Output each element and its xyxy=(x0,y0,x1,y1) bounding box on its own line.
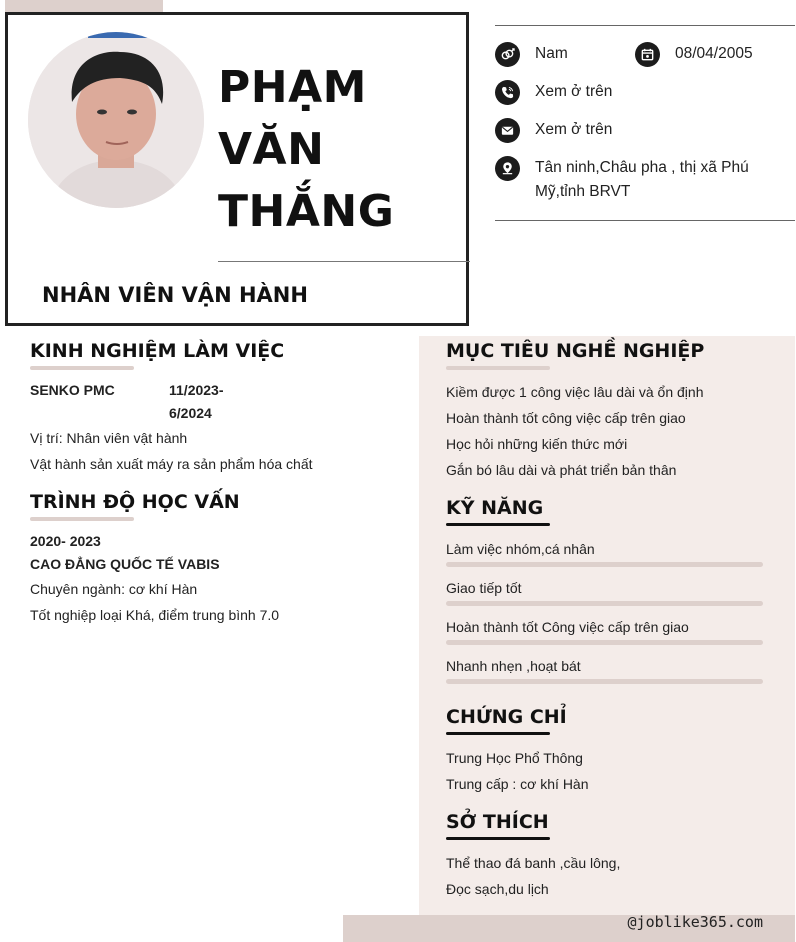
certificate-item: Trung cấp : cơ khí Hàn xyxy=(446,776,589,792)
name-divider xyxy=(218,261,470,262)
birthdate-value: 08/04/2005 xyxy=(675,45,753,62)
experience-period-start: 11/2023- xyxy=(169,382,224,398)
profile-photo xyxy=(28,32,204,208)
skill-bar xyxy=(446,601,763,606)
profile-photo-illustration xyxy=(28,32,204,208)
experience-title: KINH NGHIỆM LÀM VIỆC xyxy=(30,340,285,362)
objective-item: Gắn bó lâu dài và phát triển bản thân xyxy=(446,462,677,478)
objective-item: Học hỏi những kiến thức mới xyxy=(446,436,628,452)
name-line-1: PHẠM xyxy=(218,62,367,113)
phone-value: Xem ở trên xyxy=(535,83,613,100)
skill-bar xyxy=(446,679,763,684)
skill-item: Nhanh nhẹn ,hoạt bát xyxy=(446,658,581,674)
skill-bar xyxy=(446,640,763,645)
certificates-underline xyxy=(446,732,550,735)
name-line-3: THẮNG xyxy=(218,186,395,237)
skill-item: Hoàn thành tốt Công việc cấp trên giao xyxy=(446,619,689,635)
mail-icon xyxy=(495,118,520,143)
education-result: Tốt nghiệp loại Khá, điểm trung bình 7.0 xyxy=(30,607,280,623)
contact-gender xyxy=(495,42,568,67)
education-title: TRÌNH ĐỘ HỌC VẤN xyxy=(30,491,240,513)
address-value: Tân ninh,Châu pha , thị xã Phú Mỹ,tỉnh BRVT xyxy=(535,159,749,200)
skill-item: Làm việc nhóm,cá nhân xyxy=(446,541,595,557)
education-period: 2020- 2023 xyxy=(30,533,101,549)
experience-position: Vị trí: Nhân viên vật hành xyxy=(30,430,188,446)
experience-underline xyxy=(30,366,134,370)
experience-company: SENKO PMC xyxy=(30,382,115,398)
objective-item: Kiềm được 1 công việc lâu dài và ổn định xyxy=(446,384,704,400)
experience-description: Vật hành sản xuất máy ra sản phẩm hóa chất xyxy=(30,456,313,472)
hobby-item: Thể thao đá banh ,cầu lông, xyxy=(446,855,621,871)
contact-birthdate xyxy=(635,42,753,67)
hobbies-title: SỞ THÍCH xyxy=(446,811,549,833)
gender-value: Nam xyxy=(535,45,568,62)
contact-info xyxy=(495,25,795,221)
skills-underline xyxy=(446,523,550,526)
education-major: Chuyên ngành: cơ khí Hàn xyxy=(30,581,198,597)
hobbies-underline xyxy=(446,837,550,840)
education-underline xyxy=(30,517,134,521)
skill-bar xyxy=(446,562,763,567)
objective-underline xyxy=(446,366,550,370)
hobby-item: Đọc sạch,du lịch xyxy=(446,881,549,897)
job-title: NHÂN VIÊN VẬN HÀNH xyxy=(42,283,308,307)
skill-item: Giao tiếp tốt xyxy=(446,580,522,596)
contact-phone xyxy=(495,80,612,105)
calendar-icon xyxy=(635,42,660,67)
email-value: Xem ở trên xyxy=(535,121,613,138)
objective-item: Hoàn thành tốt công việc cấp trên giao xyxy=(446,410,686,426)
contact-address xyxy=(495,156,775,204)
education-school: CAO ĐẲNG QUỐC TẾ VABIS xyxy=(30,556,220,572)
phone-icon xyxy=(495,80,520,105)
full-name xyxy=(218,57,394,243)
certificates-title: CHỨNG CHỈ xyxy=(446,706,567,728)
skills-title: KỸ NĂNG xyxy=(446,497,544,519)
gender-icon xyxy=(495,42,520,67)
experience-period-end: 6/2024 xyxy=(169,405,212,421)
certificate-item: Trung Học Phổ Thông xyxy=(446,750,583,766)
watermark: @joblike365.com xyxy=(627,913,763,931)
objective-title: MỤC TIÊU NGHỀ NGHIỆP xyxy=(446,340,705,362)
name-line-2: VĂN xyxy=(218,124,325,175)
name-card xyxy=(5,12,469,326)
contact-email xyxy=(495,118,612,143)
location-pin-icon xyxy=(495,156,520,181)
